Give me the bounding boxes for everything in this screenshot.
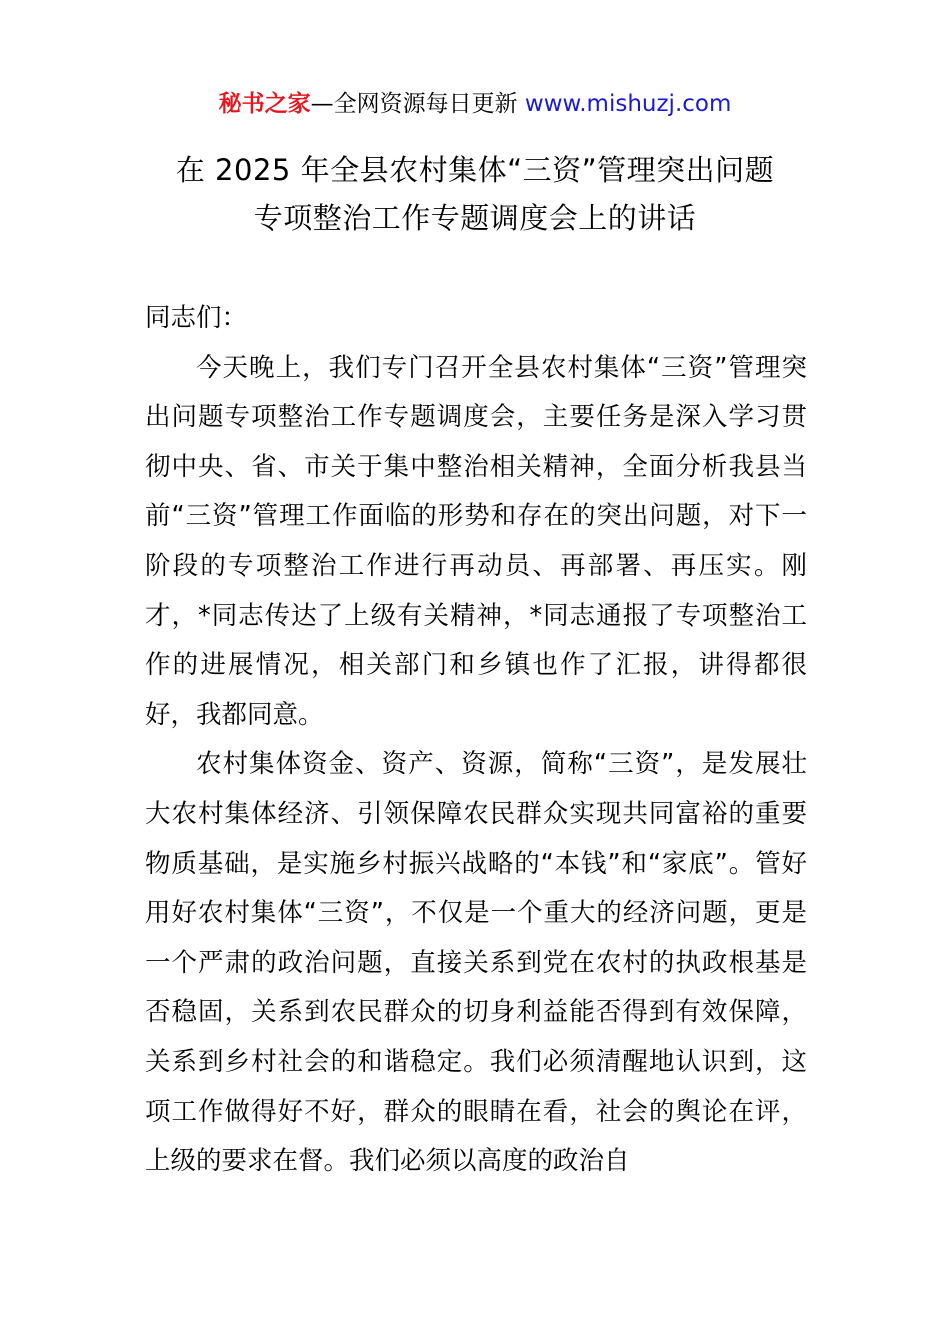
site-url-link[interactable]: www.mishuzj.com	[524, 91, 732, 117]
paragraph: 今天晚上，我们专门召开全县农村集体“三资”管理突出问题专项整治工作专题调度会，主要任务是深入学习贯彻中央、省、市关于集中整治相关精神，全面分析我县当前“三资”管理工作面临的形势和存在的突出问题，对下一阶段的专项整治工作进行再动员、再部署、再压实。刚才，*同志传达了上级有关精神，*同志通报了专项整治工作的进展情况，相关部门和乡镇也作了汇报，讲得都很好，我都同意。	[145, 352, 807, 730]
paragraph: 农村集体资金、资产、资源，简称“三资”，是发展壮大农村集体经济、引领保障农民群众实现共同富裕的重要物质基础，是实施乡村振兴战略的“本钱”和“家底”。管好用好农村集体“三资”，不仅是一个重大的经济问题，更是一个严肃的政治问题，直接关系到党在农村的执政根基是否稳固，关系到农民群众的切身利益能否得到有效保障，关系到乡村社会的和谐稳定。我们必须清醒地认识到，这项工作做得好不好，群众的眼睛在看，社会的舆论在评，上级的要求在督。我们必须以高度的政治自	[145, 749, 807, 1177]
salutation: 同志们：	[145, 303, 248, 333]
brand-name: 秘书之家	[218, 91, 311, 117]
document-body	[145, 294, 807, 1187]
title-line-2: 专项整治工作专题调度会上的讲话	[253, 201, 697, 235]
header-tagline: —全网资源每日更新	[310, 91, 525, 117]
document-title	[100, 146, 850, 242]
site-header	[0, 88, 950, 120]
title-line-1: 在 2025 年全县农村集体“三资”管理突出问题	[175, 153, 775, 187]
